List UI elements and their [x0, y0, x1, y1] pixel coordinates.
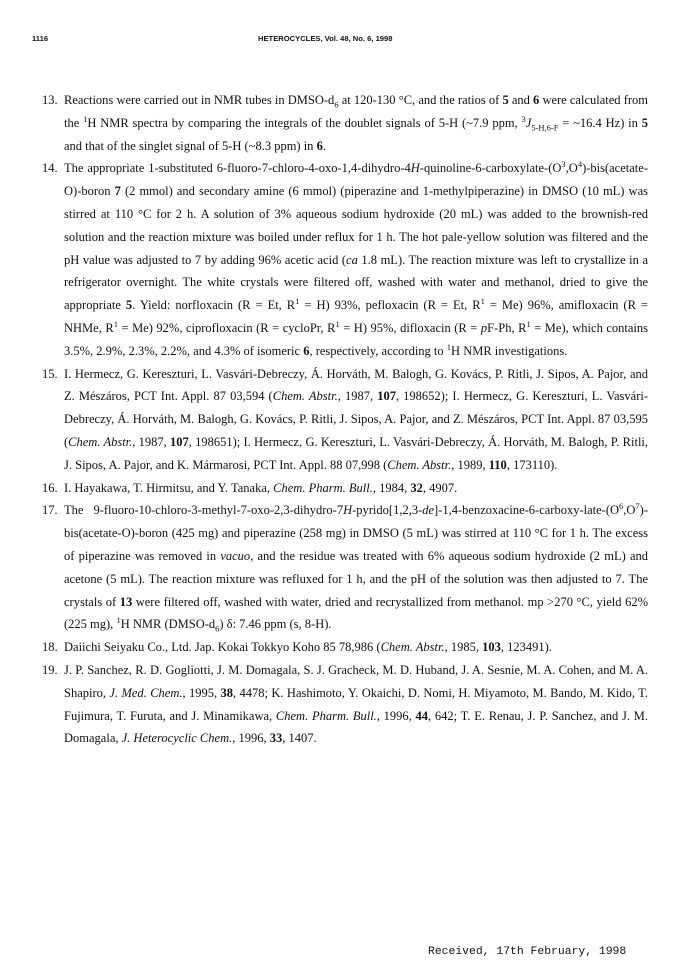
reference-number: 14.	[42, 161, 58, 176]
reference-text: J. P. Sanchez, R. D. Gogliotti, J. M. Domagala, S. J. Gracheck, M. D. Huband, J. A. Sesnie, M. A. Cohen, and M. A. Shapiro, J. Med. Chem., 1995, 38, 4478; K. Hashimoto, Y. Okaichi, D. Nomi, H. Miyamoto, M. Bando, M. Kido, T. Fujimura, T. Furuta, and J. Minamikawa, Chem. Pharm. Bull., 1996, 44, 642; T. E. Renau, J. P. Sanchez, and J. M. Domagala, J. Heterocyclic Chem., 1996, 33, 1407.	[64, 662, 649, 746]
reference-item	[42, 363, 648, 477]
reference-text: The $9-fluoro-10-chloro-3-methyl-7-oxo-2,3-dihydro-7H-pyrido[1,2,3-de]-1,4-benzoxacine-6-carboxy-late-(O^6,O^7)-bis(acetate-O)-$boron (425 mg) and piperazine (258 mg) in DMSO (5 mL) was stirred at 110 °C for 1 h. The excess of piperazine was removed in vacuo, and the residue was treated with 6% aqueous sodium hydroxide (2 mL) and acetone (5 mL). The reaction mixture was refluxed for 1 h, and the pH of the solution was then adjusted to 7. The crystals of 13 were filtered off, washed with water, dried and recrystallized from methanol. mp >270 °C, yield 62% (225 mg), $^1$H NMR $(DMSO-d_6)$ δ: 7.46 ppm (s, 8-H).	[64, 501, 648, 634]
reference-number: 16.	[42, 480, 58, 495]
reference-item	[42, 636, 648, 659]
running-header	[32, 34, 652, 48]
reference-number: 13.	[42, 93, 58, 107]
page-number: 1116	[32, 34, 49, 43]
reference-text: I. Hermecz, G. Kereszturi, L. Vasvári-Debreczy, Á. Horváth, M. Balogh, G. Kovács, P. Ritli, J. Sipos, A. Pajor, and Z. Mészáros, PCT Int. Appl. 87 03,594 (Chem. Abstr., 1987, 107, 198652); I. Hermecz, G. Kereszturi, L. Vasvári-Debreczy, Á. Horváth, M. Balogh, G. Kovács, P. Ritli, J. Sipos, A. Pajor, and Z. Mészáros, PCT Int. Appl. 87 03,595 (Chem. Abstr., 1987, 107, 198651); I. Hermecz, G. Kereszturi, L. Vasvári-Debreczy, Á. Horváth, M. Balogh, P. Ritli, J. Sipos, A. Pajor, and K. Mármarosi, PCT Int. Appl. 88 07,998 (Chem. Abstr., 1989, 110, 173110).	[64, 366, 649, 472]
reference-number: 18.	[42, 640, 58, 655]
reference-text: Daiichi Seiyaku Co., Ltd. Jap. Kokai Tokkyo Koho 85 78,986 (Chem. Abstr., 1985, 103, 123491).	[64, 640, 552, 655]
reference-item	[42, 499, 648, 636]
reference-item	[42, 477, 648, 500]
received-date: Received, 17th February, 1998	[428, 946, 627, 958]
reference-number: 15.	[42, 366, 58, 381]
reference-item	[42, 157, 648, 362]
reference-list	[42, 89, 648, 750]
reference-number: 19.	[42, 662, 58, 677]
reference-item	[42, 89, 648, 157]
journal-citation: HETEROCYCLES, Vol. 48, No. 6, 1998	[258, 34, 393, 43]
reference-text: Reactions were carried out in NMR tubes in DMSO-$d_6$ at 120-130 °C, and the ratios of 5 and 6 were calculated from the $^1$H NMR spectra by comparing the integrals of the doublet signals of 5-H (~7.9 ppm, $^3J_{5-H,6-F}$ = ~16.4 Hz) in 5 and that of the singlet signal of 5-H (~8.3 ppm) in 6.	[64, 93, 648, 153]
reference-number: 17.	[42, 503, 58, 518]
reference-text: I. Hayakawa, T. Hirmitsu, and Y. Tanaka, Chem. Pharm. Bull., 1984, 32, 4907.	[64, 480, 458, 495]
reference-text: The appropriate 1-substituted $6-fluoro-7-chloro-4-oxo-1,4-dihydro-4H-quinoline-6-carboxylate-(O^3,O^4)-bis(acetate-O)$-boron 7 (2 mmol) and secondary amine (6 mmol) (piperazine and 1-methylpiperazine) in DMSO (10 mL) was stirred at 110 °C for 2 h. A solution of 3% aqueous sodium hydroxide (20 mL) was added to the brownish-red solution and the reaction mixture was boiled under reflux for 1 h. The hot pale-yellow solution was filtered and the pH value was adjusted to 7 by adding 96% acetic acid (ca 1.8 mL). The reaction mixture was left to crystallize in a refrigerator overnight. The white crystals were filtered off, washed with water and methanol, dried to give the appropriate 5. Yield: norfloxacin (R = Et, $R^1 = H$) 93%, pefloxacin (R = Et, $R^1 = Me$) 96%, amifloxacin (R = NHMe, $R^1 = Me$) 92%, ciprofloxacin (R = cycloPr, $R^1 = H$) 95%, difloxacin (R = pF-Ph, $R^1 = Me$), which contains 3.5%, 2.9%, 2.3%, 2.2%, and 4.3% of isomeric 6, respectively, according to $^1$H NMR investigations.	[64, 159, 648, 358]
reference-item	[42, 659, 648, 750]
